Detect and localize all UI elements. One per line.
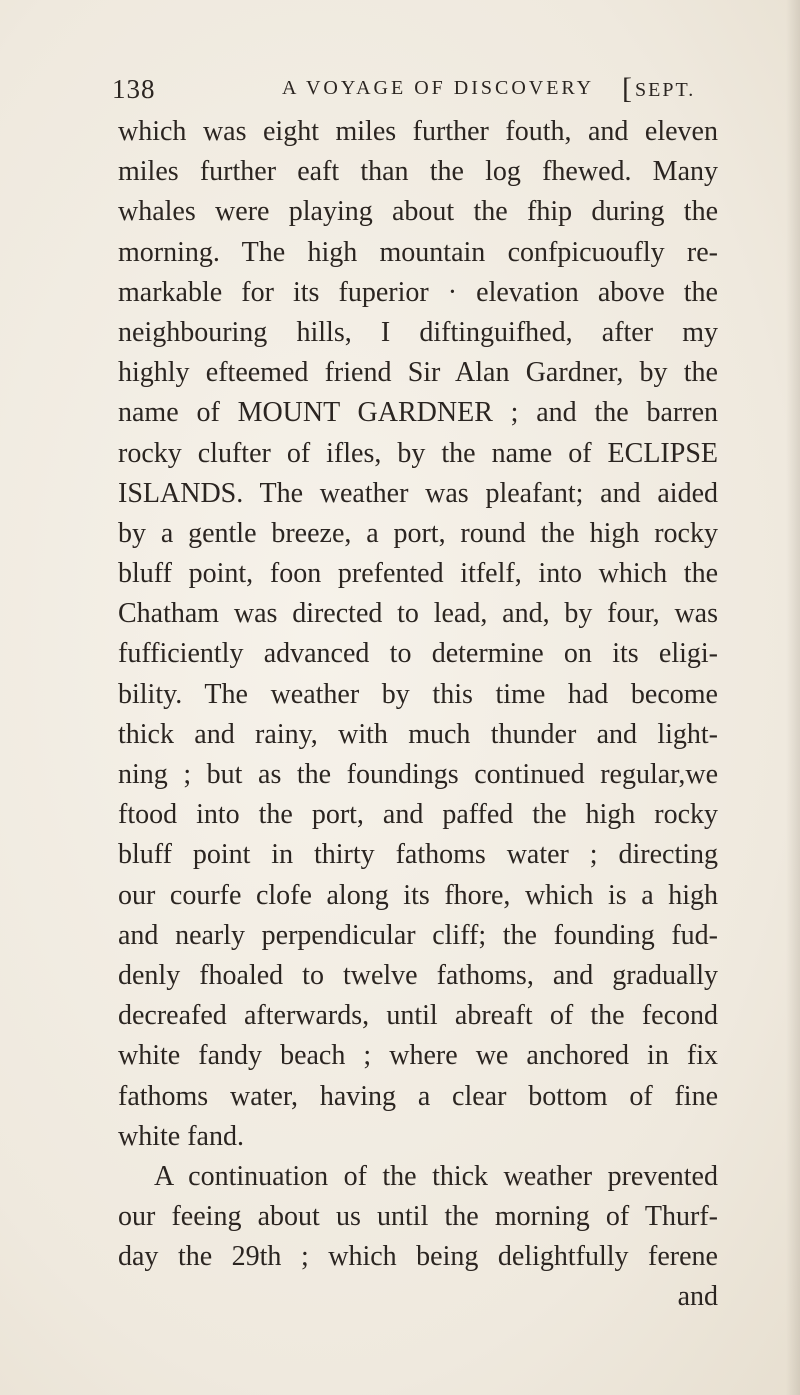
running-head: [112, 74, 722, 114]
text-line: bility. The weather by this time had become: [118, 678, 718, 710]
text-line: our courfe clofe along its fhore, which is a high: [118, 879, 718, 911]
header-bracket: [: [622, 72, 632, 105]
text-line: ISLANDS. The weather was pleafant; and aided: [118, 477, 718, 509]
text-line: decreafed afterwards, until abreaft of the fecond: [118, 1000, 718, 1032]
text-line: white fandy beach ; where we anchored in fix: [118, 1040, 718, 1072]
text-line: whales were playing about the fhip during the: [118, 196, 718, 228]
text-line: day the 29th ; which being delightfully ferene: [118, 1241, 718, 1273]
text-line: and nearly perpendicular cliff; the founding fud-: [118, 919, 718, 951]
text-line: fufficiently advanced to determine on its eligi-: [118, 638, 718, 670]
text-line: fathoms water, having a clear bottom of fine: [118, 1080, 718, 1112]
text-line: name of MOUNT GARDNER ; and the barren: [118, 397, 718, 429]
text-line: thick and rainy, with much thunder and light-: [118, 718, 718, 750]
catchword: and: [677, 1281, 718, 1313]
text-line: morning. The high mountain confpicuoufly re-: [118, 236, 718, 268]
text-line: neighbouring hills, I diftinguifhed, after my: [118, 316, 718, 348]
text-line: markable for its fuperior · elevation above the: [118, 276, 718, 308]
text-line: bluff point, foon prefented itfelf, into which the: [118, 558, 718, 590]
text-line: ning ; but as the foundings continued regular,we: [118, 759, 718, 790]
text-line: A continuation of the thick weather prevented: [154, 1160, 718, 1192]
text-line: denly fhoaled to twelve fathoms, and gradually: [118, 959, 718, 991]
page-edge-shadow: [786, 0, 800, 1395]
page-number: 138: [112, 74, 156, 104]
text-line: Chatham was directed to lead, and, by four, was: [118, 598, 718, 630]
header-month: SEPT.: [635, 79, 696, 101]
text-line: miles further eaft than the log fhewed. Many: [118, 156, 718, 188]
text-line: bluff point in thirty fathoms water ; directing: [118, 839, 718, 871]
text-line: white fand.: [118, 1120, 244, 1152]
text-line: by a gentle breeze, a port, round the high rocky: [118, 517, 718, 549]
text-line: which was eight miles further fouth, and eleven: [118, 116, 718, 147]
text-line: our feeing about us until the morning of Thurf-: [118, 1201, 718, 1233]
text-line: rocky clufter of ifles, by the name of ECLIPSE: [118, 437, 718, 469]
running-title: A VOYAGE OF DISCOVERY: [282, 77, 595, 99]
body-text: [118, 112, 718, 1318]
text-line: highly efteemed friend Sir Alan Gardner, by the: [118, 357, 718, 389]
text-line: ftood into the port, and paffed the high rocky: [118, 799, 718, 831]
